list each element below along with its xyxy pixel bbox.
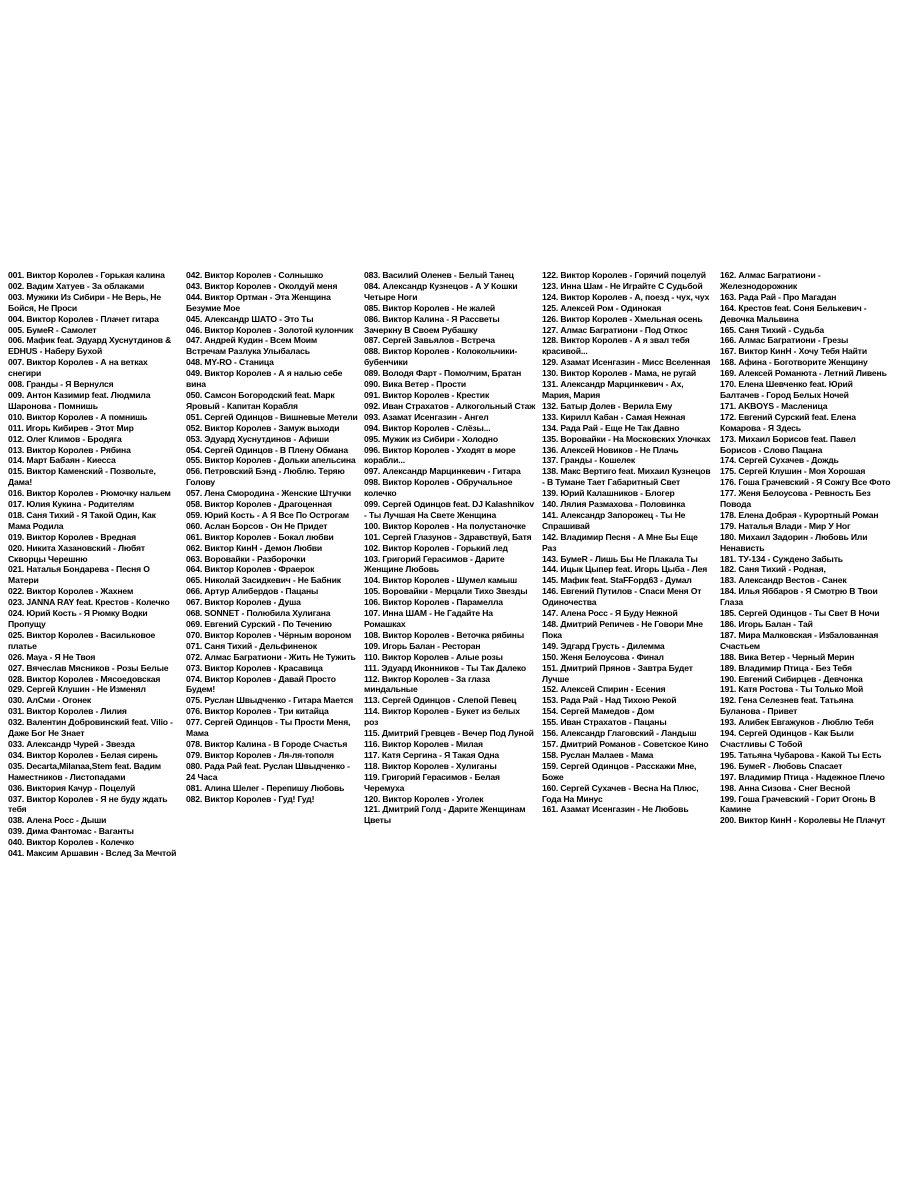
track-entry: 076. Виктор Королев - Три китайца (186, 706, 329, 717)
track-entry: 200. Виктор КинН - Королевы Не Плачут (720, 815, 886, 826)
track-entry: 047. Андрей Кудин - Всем Моим Встречам Разлука Улыбалась (186, 335, 318, 357)
track-entry: 099. Сергей Одинцов feat. DJ Kalashnikov - Ты Лучшая На Свете Женщина (364, 499, 535, 520)
track-entry: 007. Виктор Королев - А на ветках снегири (8, 357, 148, 379)
track-entry: 051. Сергей Одинцов - Вишневые Метели (186, 411, 358, 422)
track-entry: 187. Мира Малковская - Избалованная Счастьем (720, 629, 879, 651)
track-entry: 059. Юрий Кость - А Я Все По Острогам (186, 509, 349, 520)
track-entry: 178. Елена Добрая - Курортный Роман (720, 509, 879, 520)
track-entry: 162. Алмас Багратиони - Железнодорожник (720, 270, 821, 291)
track-entry: 032. Валентин Добровинский feat. Vilio - Даже Бог Не Знает (8, 717, 173, 739)
track-entry: 108. Виктор Королев - Веточка рябины (364, 629, 525, 640)
track-entry: 093. Азамат Исенгазин - Ангел (364, 411, 489, 422)
track-entry: 075. Руслан Швыдченко - Гитара Мается (186, 695, 354, 706)
track-entry: 120. Виктор Королев - Уголек (364, 793, 484, 804)
tracklist-column-5 (720, 270, 892, 940)
track-entry: 070. Виктор Королев - Чёрным вороном (186, 629, 352, 640)
track-entry: 085. Виктор Королев - Не жалей (364, 302, 495, 313)
track-entry: 138. Макс Вертиго feat. Михаил Кузнецов - В Тумане Тает Габаритный Свет (542, 466, 711, 488)
track-entry: 126. Виктор Королев - Хмельная осень (542, 313, 703, 324)
track-entry: 153. Рада Рай - Над Тихою Рекой (542, 695, 677, 706)
track-entry: 192. Гена Селезнев feat. Татьяна Буланова - Привет (720, 695, 854, 717)
track-entry: 177. Женя Белоусова - Ревность Без Повода (720, 488, 871, 510)
track-entry: 103. Григорий Герасимов - Дарите Женщине Любовь (364, 553, 505, 575)
track-entry: 001. Виктор Королев - Горькая калина (8, 270, 165, 280)
track-entry: 072. Алмас Багратиони - Жить Не Тужить (186, 651, 356, 662)
track-entry: 097. Александр Марцинкевич - Гитара (364, 466, 521, 477)
track-entry: 030. АлСми - Огонек (8, 695, 92, 706)
track-entry: 100. Виктор Королев - На полустаночке (364, 520, 526, 531)
track-entry: 087. Сергей Завьялов - Встреча (364, 335, 495, 346)
track-entry: 044. Виктор Ортман - Эта Женщина Безумие Мое (186, 291, 331, 313)
track-entry: 118. Виктор Королев - Хулиганы (364, 760, 497, 771)
tracklist-column-1 (8, 270, 180, 940)
track-entry: 088. Виктор Королев - Колокольчики-бубенчики (364, 346, 518, 368)
track-entry: 089. Володя Фарт - Помолчим, Братан (364, 368, 522, 379)
track-entry: 011. Игорь Кибирев - Этот Мир (8, 422, 134, 433)
track-entry: 037. Виктор Королев - Я не буду ждать тебя (8, 793, 168, 815)
track-entry: 137. Гранды - Кошелек (542, 455, 636, 466)
track-entry: 173. Михаил Борисов feat. Павел Борисов - Слово Пацана (720, 433, 856, 455)
track-entry: 098. Виктор Королев - Обручальное колечко (364, 477, 513, 499)
track-entry: 114. Виктор Королев - Букет из белых роз (364, 706, 520, 728)
track-entry: 148. Дмитрий Репичев - Не Говори Мне Пока (542, 619, 703, 640)
track-entry: 045. Александр ШАТО - Это Ты (186, 313, 314, 324)
track-entry: 179. Наталья Влади - Мир У Ног (720, 520, 851, 531)
track-entry: 052. Виктор Королев - Замуж выходи (186, 422, 340, 433)
track-entry: 163. Рада Рай - Про Магадан (720, 291, 837, 302)
track-entry: 039. Дима Фантомас - Ваганты (8, 826, 134, 837)
track-entry: 186. Игорь Балан - Тай (720, 619, 813, 629)
track-entry: 043. Виктор Королев - Околдуй меня (186, 280, 338, 291)
track-entry: 133. Кирилл Кабан - Самая Нежная (542, 411, 686, 422)
track-entry: 196. БумеR - Любовь Спасает (720, 760, 843, 771)
track-entry: 161. Азамат Исенгазин - Не Любовь (542, 804, 689, 815)
track-entry: 082. Виктор Королев - Гуд! Гуд! (186, 793, 315, 804)
track-entry: 112. Виктор Королев - За глаза миндальные (364, 673, 490, 695)
track-entry: 079. Виктор Королев - Ля-ля-тополя (186, 749, 334, 760)
track-entry: 122. Виктор Королев - Горячий поцелуй (542, 270, 706, 280)
track-entry: 054. Сергей Одинцов - В Плену Обмана (186, 444, 348, 455)
tracklist-column-3 (364, 270, 536, 940)
track-entry: 021. Наталья Бондарева - Песня О Матери (8, 564, 150, 586)
track-entry: 033. Александр Чурей - Звезда (8, 738, 135, 749)
track-entry: 028. Виктор Королев - Мясоедовская (8, 673, 161, 684)
track-entry: 046. Виктор Королев - Золотой кулончик (186, 324, 354, 335)
track-entry: 123. Инна Шам - Не Играйте С Судьбой (542, 280, 703, 291)
track-entry: 071. Саня Тихий - Дельфиненок (186, 640, 317, 651)
track-entry: 176. Гоша Грачевский - Я Сожгу Все Фото (720, 477, 891, 488)
track-entry: 172. Евгений Сурский feat. Елена Комарова - Я Здесь (720, 411, 856, 433)
track-entry: 067. Виктор Королев - Душа (186, 597, 301, 608)
track-entry: 184. Илья Яббаров - Я Смотрю В Твои Глаза (720, 586, 878, 608)
track-entry: 157. Дмитрий Романов - Советское Кино (542, 738, 709, 749)
track-entry: 048. MY-RO - Станица (186, 357, 274, 368)
track-entry: 139. Юрий Калашников - Блогер (542, 488, 675, 499)
track-entry: 170. Елена Шевченко feat. Юрий Балтачев - Город Белых Ночей (720, 379, 853, 400)
track-entry: 081. Алина Шелег - Перепишу Любовь (186, 782, 345, 793)
track-entry: 147. Алена Росс - Я Буду Нежной (542, 608, 678, 619)
track-entry: 002. Вадим Хатуев - За облаками (8, 280, 145, 291)
track-entry: 198. Анна Сизова - Снег Весной (720, 782, 851, 793)
track-entry: 190. Евгений Сибирцев - Девчонка (720, 673, 863, 684)
track-entry: 084. Александр Кузнецов - А У Кошки Четыре Ноги (364, 280, 518, 302)
track-entry: 080. Рада Рай feat. Руслан Швыдченко - 24 Часа (186, 760, 350, 782)
track-entry: 106. Виктор Королев - Парамелла (364, 597, 503, 608)
track-entry: 040. Виктор Королев - Колечко (8, 837, 134, 848)
track-entry: 152. Алексей Спирин - Есения (542, 684, 666, 695)
track-entry: 010. Виктор Королев - А помнишь (8, 411, 148, 422)
track-entry: 061. Виктор Королев - Бокал любви (186, 531, 334, 542)
track-entry: 041. Максим Аршавин - Вслед За Мечтой (8, 848, 177, 859)
track-entry: 008. Гранды - Я Вернулся (8, 379, 114, 390)
track-entry: 125. Алексей Ром - Одинокая (542, 302, 662, 313)
track-entry: 102. Виктор Королев - Горький лед (364, 542, 508, 553)
track-entry: 119. Григорий Герасимов - Белая Черемуха (364, 771, 500, 793)
track-entry: 110. Виктор Королев - Алые розы (364, 651, 503, 662)
track-entry: 174. Сергей Сухачев - Дождь (720, 455, 839, 466)
track-entry: 026. Maya - Я Не Твоя (8, 651, 96, 662)
track-entry: 092. Иван Страхатов - Алкогольный Стаж (364, 400, 536, 411)
track-entry: 066. Артур Алибердов - Пацаны (186, 586, 319, 597)
track-entry: 154. Сергей Мамедов - Дом (542, 706, 655, 717)
track-entry: 012. Олег Климов - Бродяга (8, 433, 122, 444)
track-entry: 027. Вячеслав Мясников - Розы Белые (8, 662, 169, 673)
track-entry: 095. Мужик из Сибири - Холодно (364, 433, 498, 444)
track-entry: 140. Лялия Размахова - Половинка (542, 499, 686, 510)
track-entry: 060. Аслан Борсов - Он Не Придет (186, 520, 328, 531)
track-entry: 136. Алексей Новиков - Не Плачь (542, 444, 679, 455)
track-entry: 193. Алибек Евгажуков - Люблю Тебя (720, 717, 874, 728)
track-entry: 024. Юрий Кость - Я Рюмку Водки Пропущу (8, 608, 148, 629)
track-entry: 020. Никита Хазановский - Любят Скворцы Черешню (8, 542, 145, 564)
track-entry: 160. Сергей Сухачев - Весна На Плюс, Года На Минус (542, 782, 699, 804)
track-entry: 038. Алена Росс - Дыши (8, 815, 107, 826)
tracklist-column-4 (542, 270, 714, 940)
track-entry: 169. Алексей Романюта - Летний Ливень (720, 368, 887, 379)
track-entry: 031. Виктор Королев - Лилия (8, 706, 127, 717)
track-entry: 090. Вика Ветер - Прости (364, 379, 467, 390)
track-entry: 195. Татьяна Чубарова - Какой Ты Есть (720, 749, 882, 760)
track-entry: 006. Мафик feat. Эдуард Хуснутдинов & EDHUS - Наберу Бухой (8, 335, 172, 357)
track-entry: 003. Мужики Из Сибири - Не Верь, Не Бойся, Не Проси (8, 291, 161, 313)
track-entry: 014. Март Бабаян - Киесса (8, 455, 116, 466)
track-entry: 057. Лена Смородина - Женские Штучки (186, 488, 351, 499)
track-entry: 036. Виктория Качур - Поцелуй (8, 782, 136, 793)
track-entry: 145. Мафик feat. StaFFорд63 - Думал (542, 575, 692, 586)
track-entry: 065. Николай Засидкевич - Не Бабник (186, 575, 341, 586)
track-entry: 086. Виктор Калина - Я Рассветы Зачеркну В Своем Рубашку (364, 313, 500, 335)
track-entry: 068. SONNET - Полюбила Хулигана (186, 608, 331, 619)
track-entry: 146. Евгений Путилов - Спаси Меня От Одиночества (542, 586, 702, 608)
track-entry: 129. Азамат Исенгазин - Мисс Вселенная (542, 357, 711, 368)
track-entry: 194. Сергей Одинцов - Как Были Счастливы С Тобой (720, 728, 854, 749)
track-entry: 005. БумеR - Самолет (8, 324, 97, 335)
track-entry: 191. Катя Ростова - Ты Только Мой (720, 684, 864, 695)
track-entry: 107. Инна ШАМ - Не Гадайте На Ромашках (364, 608, 493, 629)
track-entry: 113. Сергей Одинцов - Слепой Певец (364, 695, 517, 706)
track-entry: 134. Рада Рай - Еще Не Так Давно (542, 422, 680, 433)
track-entry: 156. Александр Глаговский - Ландыш (542, 728, 697, 739)
track-entry: 144. Ицык Цыпер feat. Игорь Цыба - Лея (542, 564, 708, 575)
track-entry: 143. БумеR - Лишь Бы Не Плакала Ты (542, 553, 698, 564)
track-entry: 128. Виктор Королев - А я звал тебя красивой... (542, 335, 690, 357)
track-entry: 058. Виктор Королев - Драгоценная (186, 499, 332, 510)
track-entry: 188. Вика Ветер - Черный Мерин (720, 651, 855, 662)
track-entry: 166. Алмас Багратиони - Грезы (720, 335, 849, 346)
track-entry: 164. Крестов feat. Соня Белькевич - Девочка Мальвина (720, 302, 867, 324)
track-entry: 074. Виктор Королев - Давай Просто Будем! (186, 673, 336, 695)
track-entry: 016. Виктор Королев - Рюмочку нальем (8, 488, 171, 499)
track-entry: 111. Эдуард Иконников - Ты Так Далеко (364, 662, 526, 673)
track-entry: 104. Виктор Королев - Шумел камыш (364, 575, 517, 586)
track-entry: 101. Сергей Глазунов - Здравствуй, Батя (364, 531, 532, 542)
track-entry: 034. Виктор Королев - Белая сирень (8, 749, 158, 760)
track-entry: 077. Сергей Одинцов - Ты Прости Меня, Мама (186, 717, 351, 739)
track-entry: 181. ТУ-134 - Суждено Забыть (720, 553, 843, 564)
track-entry: 064. Виктор Королев - Фраерок (186, 564, 315, 575)
track-entry: 063. Воровайки - Разборочки (186, 553, 306, 564)
track-entry: 149. Эдгард Грусть - Дилемма (542, 640, 665, 651)
track-entry: 199. Гоша Грачевский - Горит Огонь В Камине (720, 793, 876, 815)
track-entry: 078. Виктор Калина - В Городе Счастья (186, 738, 348, 749)
track-entry: 019. Виктор Королев - Вредная (8, 531, 137, 542)
track-entry: 055. Виктор Королев - Дольки апельсина (186, 455, 356, 466)
track-entry: 025. Виктор Королев - Васильковое платье (8, 629, 156, 651)
track-entry: 183. Александр Вестов - Санек (720, 575, 847, 586)
tracklist-sheet (8, 270, 892, 940)
track-entry: 168. Афина - Боготворите Женщину (720, 357, 868, 368)
track-entry: 132. Батыр Долев - Верила Ему (542, 400, 673, 411)
track-entry: 053. Эдуард Хуснутдинов - Афиши (186, 433, 330, 444)
track-entry: 004. Виктор Королев - Плачет гитара (8, 313, 159, 324)
track-entry: 116. Виктор Королев - Милая (364, 738, 483, 749)
track-entry: 091. Виктор Королев - Крестик (364, 389, 490, 400)
track-entry: 150. Женя Белоусова - Финал (542, 651, 664, 662)
track-entry: 013. Виктор Королев - Рябина (8, 444, 131, 455)
track-entry: 189. Владимир Птица - Без Тебя (720, 662, 852, 673)
track-entry: 022. Виктор Королев - Жахнем (8, 586, 134, 597)
track-entry: 175. Сергей Клушин - Моя Хорошая (720, 466, 866, 477)
track-entry: 131. Александр Марцинкевич - Ах, Мария, Мария (542, 379, 684, 400)
track-entry: 165. Саня Тихий - Судьба (720, 324, 824, 335)
track-entry: 159. Сергей Одинцов - Расскажи Мне, Боже (542, 760, 697, 782)
track-entry: 062. Виктор КинН - Демон Любви (186, 542, 323, 553)
track-entry: 050. Самсон Богородский feat. Марк Яровый - Капитан Корабля (186, 389, 335, 411)
track-entry: 197. Владимир Птица - Надежное Плечо (720, 771, 885, 782)
track-entry: 171. AKBOYS - Масленица (720, 400, 828, 411)
track-entry: 029. Сергей Клушин - Не Изменял (8, 684, 146, 695)
track-entry: 105. Воровайки - Мерцали Тихо Звезды (364, 586, 528, 597)
track-entry: 009. Антон Казимир feat. Людмила Шаронова - Помнишь (8, 389, 151, 411)
track-entry: 151. Дмитрий Прянов - Завтра Будет Лучше (542, 662, 693, 684)
track-entry: 035. Decarta,Milanaa,Stem feat. Вадим Наместников - Листопадами (8, 760, 161, 782)
track-entry: 056. Петровский Бэнд - Люблю. Теряю Голову (186, 466, 345, 488)
track-entry: 023. JANNA RAY feat. Крестов - Колечко (8, 597, 170, 608)
track-entry: 015. Виктор Каменский - Позвольте, Дама! (8, 466, 156, 488)
track-entry: 130. Виктор Королев - Мама, не ругай (542, 368, 697, 379)
track-entry: 018. Саня Тихий - Я Такой Один, Как Мама Родила (8, 509, 156, 531)
track-entry: 049. Виктор Королев - А я налью себе вина (186, 368, 343, 390)
track-entry: 073. Виктор Королев - Красавица (186, 662, 323, 673)
track-entry: 127. Алмас Багратиони - Под Откос (542, 324, 688, 335)
track-entry: 135. Воровайки - На Московских Улочках (542, 433, 711, 444)
track-entry: 158. Руслан Малаев - Мама (542, 749, 654, 760)
track-entry: 115. Дмитрий Гревцев - Вечер Под Луной (364, 728, 534, 739)
track-entry: 155. Иван Страхатов - Пацаны (542, 717, 667, 728)
track-entry: 096. Виктор Королев - Уходят в море корабли... (364, 444, 516, 466)
track-entry: 124. Виктор Королев - А, поезд - чух, чух (542, 291, 710, 302)
track-entry: 017. Юлия Кукина - Родителям (8, 499, 135, 510)
track-entry: 083. Василий Оленев - Белый Танец (364, 270, 514, 280)
track-entry: 185. Сергей Одинцов - Ты Свет В Ночи (720, 608, 880, 619)
track-entry: 117. Катя Сергина - Я Такая Одна (364, 749, 500, 760)
track-entry: 121. Дмитрий Голд - Дарите Женщинам Цветы (364, 804, 526, 826)
track-entry: 182. Саня Тихий - Родная, (720, 564, 826, 575)
track-entry: 167. Виктор КинН - Хочу Тебя Найти (720, 346, 868, 357)
track-entry: 142. Владимир Песня - А Мне Бы Еще Раз (542, 531, 698, 553)
track-entry: 042. Виктор Королев - Солнышко (186, 270, 324, 280)
track-entry: 094. Виктор Королев - Слёзы... (364, 422, 491, 433)
track-entry: 109. Игорь Балан - Ресторан (364, 640, 481, 651)
track-entry: 069. Евгений Сурский - По Течению (186, 619, 332, 629)
track-entry: 141. Александр Запорожец - Ты Не Спрашивай (542, 509, 686, 531)
tracklist-column-2 (186, 270, 358, 940)
track-entry: 180. Михаил Задорин - Любовь Или Ненависть (720, 531, 868, 553)
